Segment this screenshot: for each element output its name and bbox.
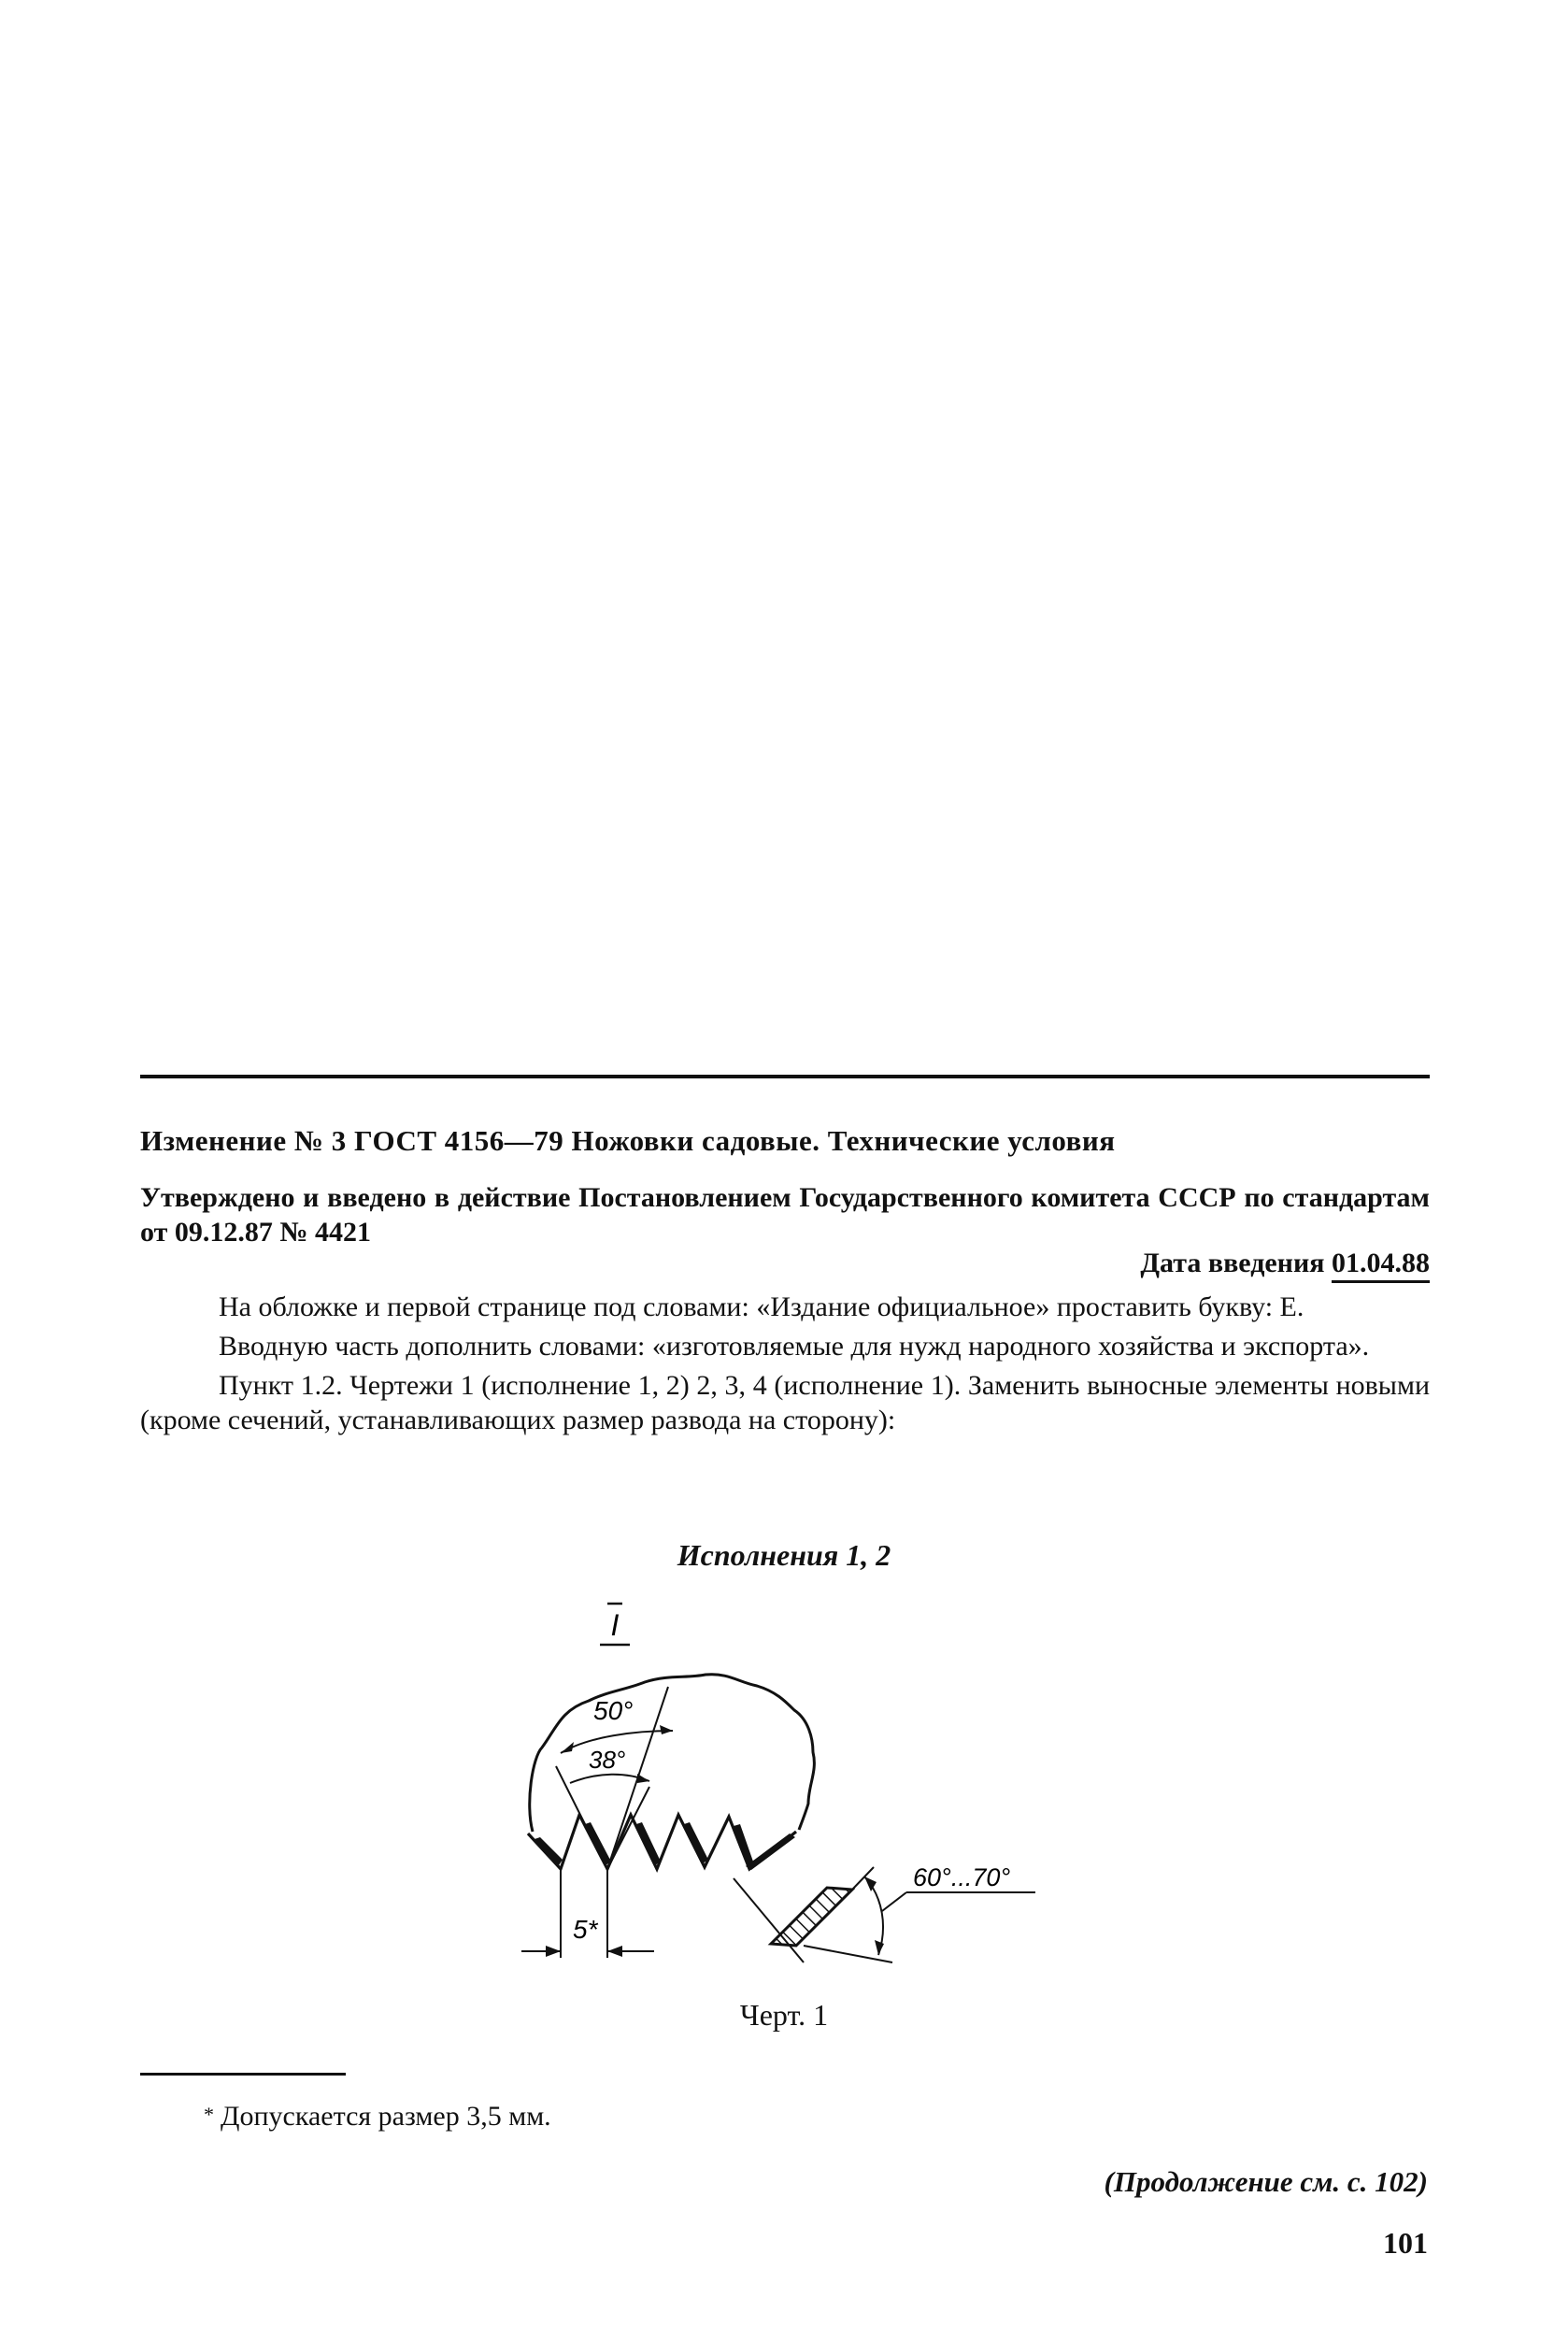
tooth-shade-6	[746, 1833, 795, 1870]
tooth-shade-1	[535, 1837, 563, 1865]
drawing-title: Исполнения 1, 2	[677, 1538, 891, 1572]
effective-date	[1140, 1248, 1430, 1279]
saw-teeth-svg	[505, 1589, 1084, 1981]
blade-break-outline	[530, 1675, 815, 1832]
effective-date-label: Дата введения	[1140, 1248, 1325, 1278]
tooth-shade-2	[585, 1822, 611, 1865]
bevel-leader	[882, 1892, 906, 1911]
footnote-text: Допускается размер 3,5 мм.	[221, 2101, 551, 2132]
effective-date-value: 01.04.88	[1332, 1248, 1430, 1283]
approval-statement: Утверждено и введено в действие Постановлением Государственного комитета СССР по стандартам от 09.12.87 № 4421	[140, 1182, 1430, 1248]
bevel-arrow-top	[864, 1876, 877, 1891]
page-number: 101	[1383, 2226, 1428, 2260]
footnote	[206, 2101, 551, 2133]
footnote-mark: *	[204, 2103, 214, 2126]
angle-50-line-left	[556, 1766, 607, 1869]
pitch-arrow-left	[546, 1946, 561, 1957]
angle-50-arrow-right	[660, 1725, 673, 1734]
angle-outer-label: 50°	[593, 1696, 634, 1725]
angle-38-arrow	[637, 1774, 649, 1783]
continuation-note: (Продолжение см. с. 102)	[1104, 2165, 1428, 2198]
tooth-shade-4	[684, 1822, 708, 1863]
paragraph-intro: Вводную часть дополнить словами: «изготовляемые для нужд народного хозяйства и экспорта».	[219, 1331, 1370, 1362]
tooth-shade-3	[636, 1822, 661, 1865]
bevel-section-hatch	[771, 1888, 852, 1946]
body-text	[140, 1290, 1430, 1442]
figure-caption: Черт. 1	[739, 1998, 829, 2032]
tooth-shade-5	[734, 1824, 753, 1865]
paragraph-cover: На обложке и первой странице под словами: «Издание официальное» проставить букву: Е.	[219, 1291, 1304, 1322]
pitch-arrow-right	[607, 1946, 622, 1957]
angle-inner-label: 38°	[589, 1746, 626, 1774]
amendment-heading: Изменение № 3 ГОСТ 4156—79 Ножовки садовые. Технические условия	[140, 1124, 1116, 1157]
bevel-angle-label: 60°...70°	[913, 1863, 1011, 1891]
paragraph-clause: Пункт 1.2. Чертежи 1 (исполнение 1, 2) 2, 3, 4 (исполнение 1). Заменить выносные элементы новыми (кроме сечений, устанавливающих размер развода на сторону):	[140, 1370, 1430, 1435]
pitch-label: 5*	[573, 1915, 598, 1944]
footnote-rule	[140, 2073, 346, 2076]
saw-teeth-drawing	[505, 1589, 1084, 1981]
view-label: I	[610, 1608, 620, 1642]
top-rule	[140, 1075, 1430, 1078]
